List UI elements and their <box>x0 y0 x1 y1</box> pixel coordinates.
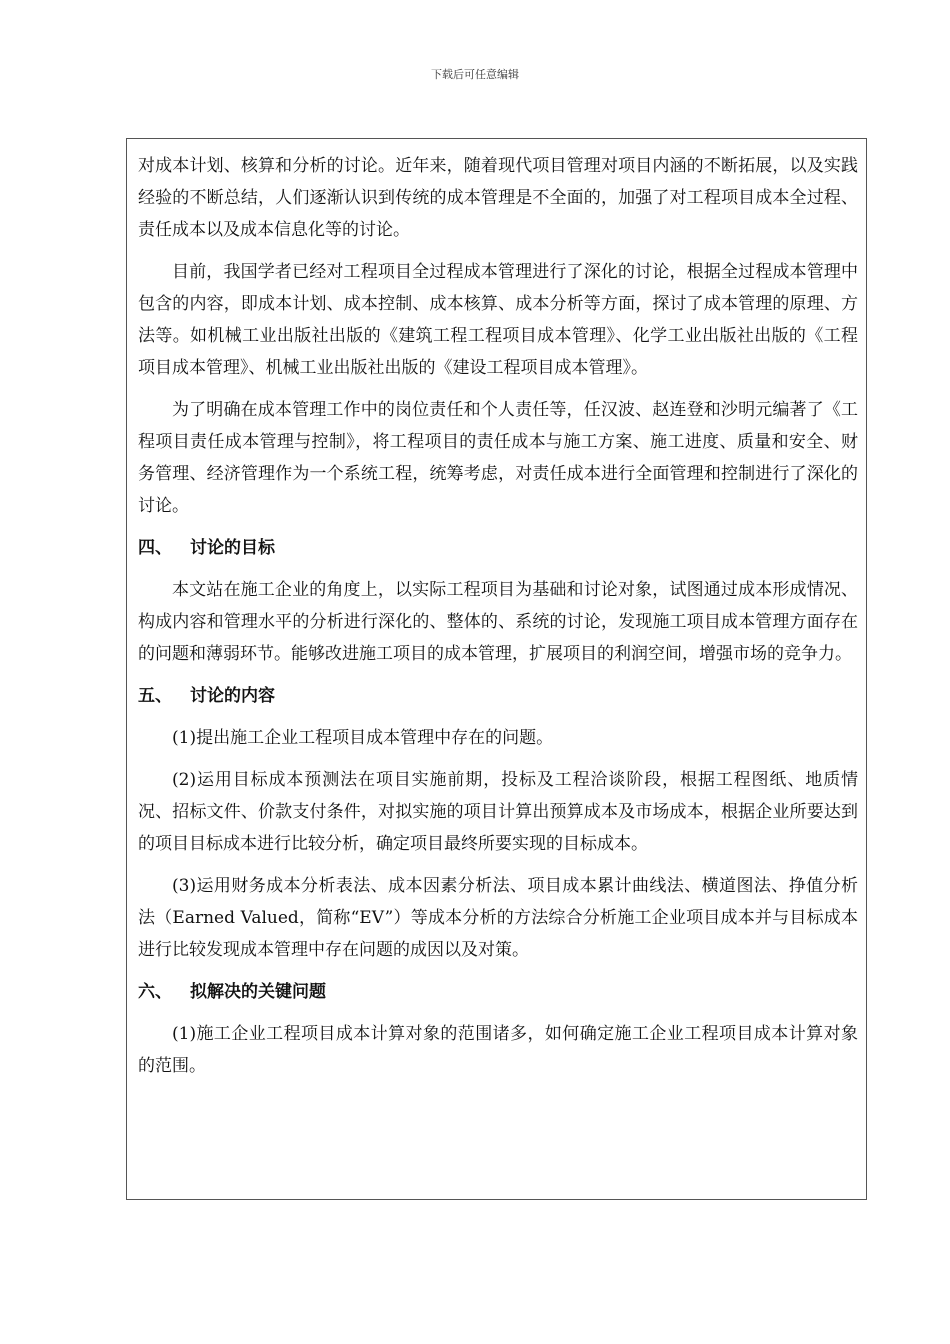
section-number: 六、 <box>138 982 172 1002</box>
paragraph-research-history: 对成本计划、核算和分析的讨论。近年来，随着现代项目管理对项目内涵的不断拓展，以及实践经验的不断总结，人们逐渐认识到传统的成本管理是不全面的，加强了对工程项目成本全过程、责任成本以及成本信息化等的讨论。 <box>138 156 858 240</box>
section-title: 讨论的目标 <box>190 538 275 558</box>
content-item: (3)运用财务成本分析表法、成本因素分析法、项目成本累计曲线法、横道图法、挣值分析法（Earned Valued，简称“EV”）等成本分析的方法综合分析施工企业项目成本并与目标成本进行比较发现成本管理中存在问题的成因以及对策。 <box>138 876 858 960</box>
paragraph-domestic-research: 目前，我国学者已经对工程项目全过程成本管理进行了深化的讨论，根据全过程成本管理中包含的内容，即成本计划、成本控制、成本核算、成本分析等方面，探讨了成本管理的原理、方法等。如机械工业出版社出版的《建筑工程工程项目成本管理》、化学工业出版社出版的《工程项目成本管理》、机械工业出版社出版的《建设工程项目成本管理》。 <box>138 262 858 378</box>
content-item: (2)运用目标成本预测法在项目实施前期，投标及工程洽谈阶段，根据工程图纸、地质情况、招标文件、价款支付条件，对拟实施的项目计算出预算成本及市场成本，根据企业所要达到的项目目标成本进行比较分析，确定项目最终所要实现的目标成本。 <box>138 770 858 854</box>
document-body <box>138 150 858 1092</box>
content-item: (1)提出施工企业工程项目成本管理中存在的问题。 <box>172 728 554 748</box>
key-problem-item: (1)施工企业工程项目成本计算对象的范围诸多，如何确定施工企业工程项目成本计算对象的范围。 <box>138 1024 858 1076</box>
paragraph-responsibility-cost: 为了明确在成本管理工作中的岗位责任和个人责任等，任汉波、赵连登和沙明元编著了《工程项目责任成本管理与控制》，将工程项目的责任成本与施工方案、施工进度、质量和安全、财务管理、经济管理作为一个系统工程，统筹考虑，对责任成本进行全面管理和控制进行了深化的讨论。 <box>138 400 858 516</box>
page-header-note: 下载后可任意编辑 <box>431 68 519 81</box>
section-heading-goals <box>138 532 858 564</box>
section-heading-key-problems <box>138 976 858 1008</box>
section-heading-contents <box>138 680 858 712</box>
paragraph-goals: 本文站在施工企业的角度上，以实际工程项目为基础和讨论对象，试图通过成本形成情况、构成内容和管理水平的分析进行深化的、整体的、系统的讨论，发现施工项目成本管理方面存在的问题和薄弱环节。能够改进施工项目的成本管理，扩展项目的利润空间，增强市场的竞争力。 <box>138 580 858 664</box>
section-title: 拟解决的关键问题 <box>190 982 326 1002</box>
section-title: 讨论的内容 <box>190 686 275 706</box>
section-number: 四、 <box>138 538 172 558</box>
section-number: 五、 <box>138 686 172 706</box>
